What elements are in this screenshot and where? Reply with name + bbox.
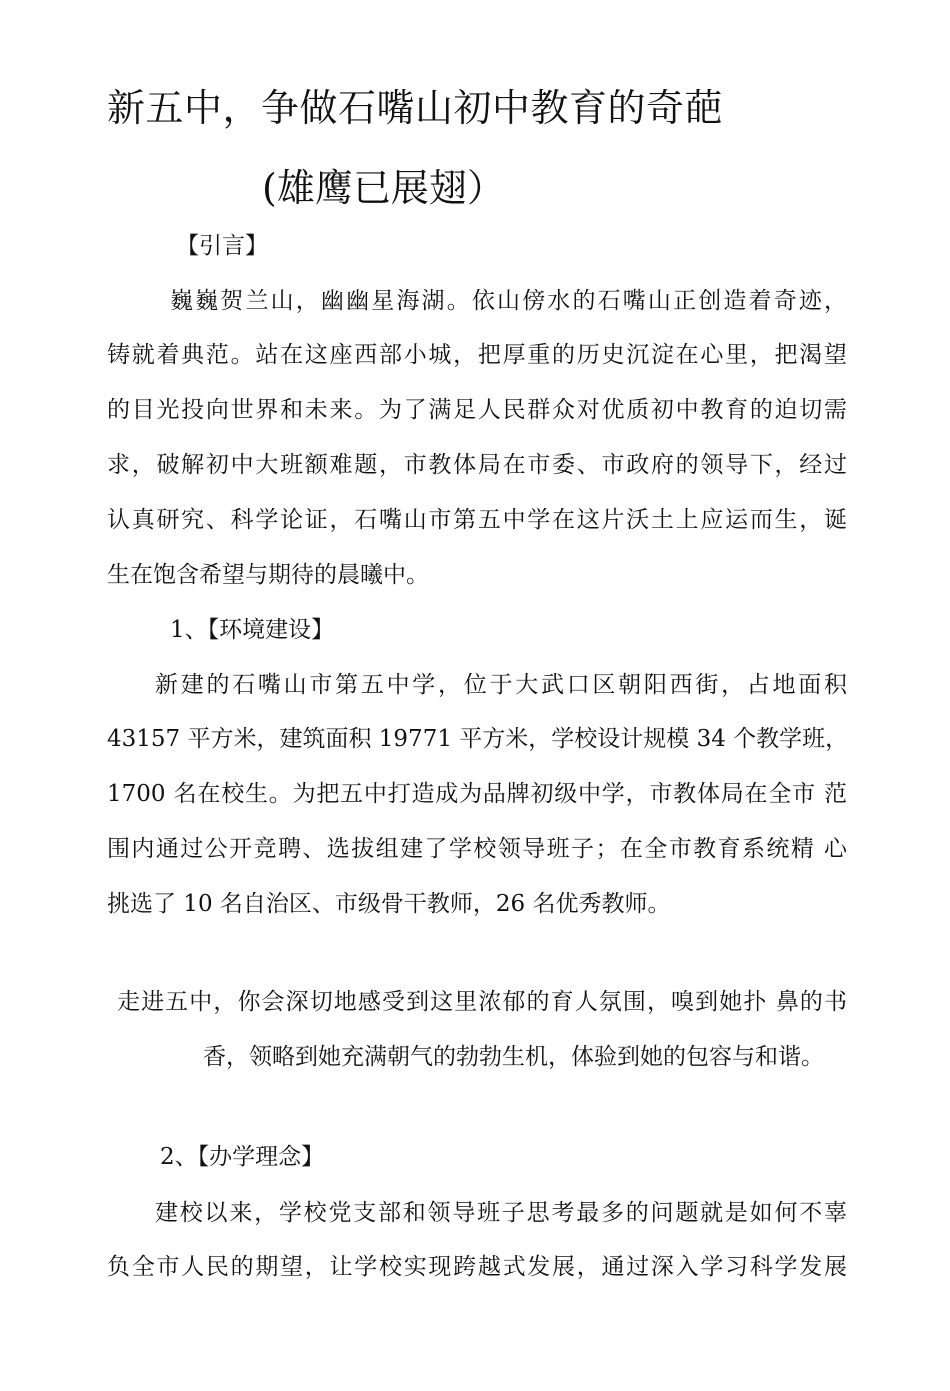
document-title: 新五中，争做石嘴山初中教育的奇葩 xyxy=(107,86,724,130)
intro-line: 的目光投向世界和未来。为了满足人民群众对优质初中教育的迫切需 xyxy=(107,397,847,423)
section2-line: 建校以来，学校党支部和领导班子思考最多的问题就是如何不辜 xyxy=(155,1200,847,1226)
document-subtitle: (雄鹰已展翅） xyxy=(262,166,505,210)
intro-line: 巍巍贺兰山，幽幽星海湖。依山傍水的石嘴山正创造着奇迹， xyxy=(170,288,847,314)
section1-line: 1700 名在校生。为把五中打造成为品牌初级中学，市教体局在全市 范 xyxy=(107,781,847,807)
intro-heading: 【引言】 xyxy=(176,233,268,259)
intro-line: 求，破解初中大班额难题，市教体局在市委、市政府的领导下，经过 xyxy=(107,452,847,478)
intro-line: 认真研究、科学论证，石嘴山市第五中学在这片沃土上应运而生，诞 xyxy=(107,507,847,533)
quote-line: 香，领略到她充满朝气的勃勃生机，体验到她的包容与和谐。 xyxy=(203,1044,824,1070)
intro-line: 铸就着典范。站在这座西部小城，把厚重的历史沉淀在心里，把渴望 xyxy=(107,342,847,368)
section1-line: 新建的石嘴山市第五中学，位于大武口区朝阳西街，占地面积 xyxy=(155,672,847,698)
section2-line: 负全市人民的期望，让学校实现跨越式发展，通过深入学习科学发展 xyxy=(107,1254,847,1280)
section1-line: 43157 平方米，建筑面积 19771 平方米，学校设计规模 34 个教学班， xyxy=(107,726,849,752)
section2-heading: 2、【办学理念】 xyxy=(160,1144,325,1170)
section1-line: 围内通过公开竞聘、选拔组建了学校领导班子；在全市教育系统精 心 xyxy=(107,836,847,862)
section1-line: 挑选了 10 名自治区、市级骨干教师，26 名优秀教师。 xyxy=(107,891,671,917)
section1-heading: 1、【环境建设】 xyxy=(170,617,335,643)
intro-line: 生在饱含希望与期待的晨曦中。 xyxy=(107,562,429,588)
quote-line: 走进五中，你会深切地感受到这里浓郁的育人氛围，嗅到她扑 鼻的书 xyxy=(117,989,847,1015)
